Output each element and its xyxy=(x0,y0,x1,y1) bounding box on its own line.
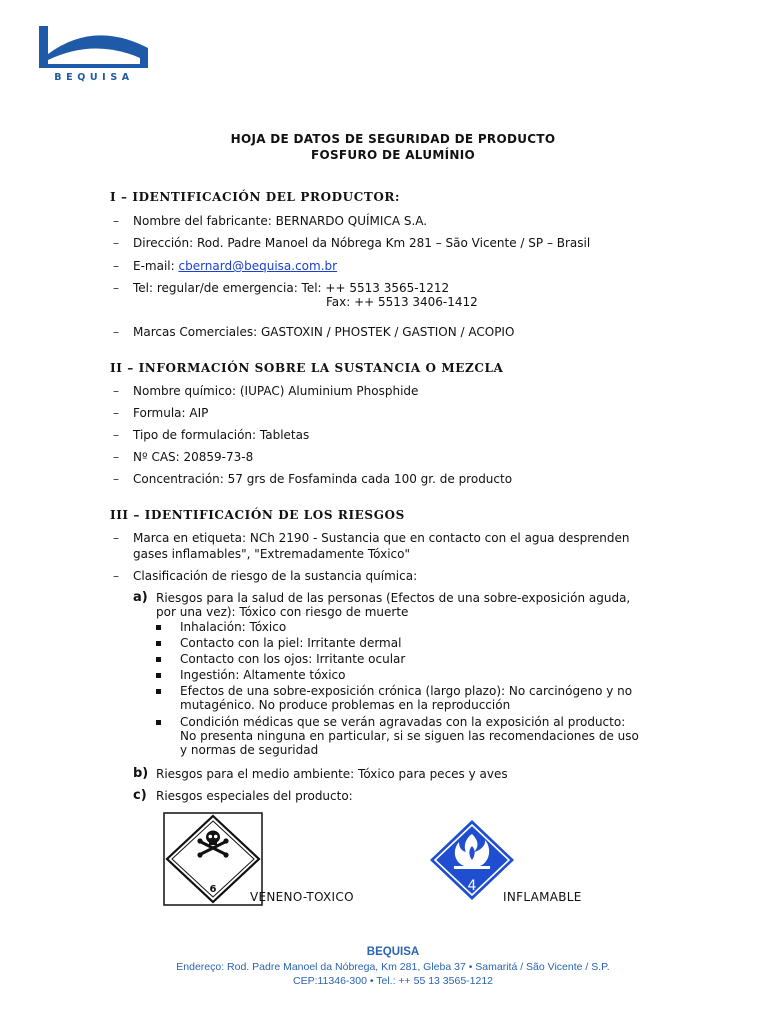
risk-classification: Clasificación de riesgo de la sustancia química: xyxy=(133,569,418,583)
bullet-skin-contact: Contacto con la piel: Irritante dermal xyxy=(180,636,402,650)
email-line xyxy=(133,258,337,274)
trade-brands: Marcas Comerciales: GASTOXIN / PHOSTEK / GASTION / ACOPIO xyxy=(133,325,515,339)
email-link[interactable]: cbernard@bequisa.com.br xyxy=(178,259,338,273)
document-subtitle: FOSFURO DE ALUMÍNIO xyxy=(310,148,475,162)
bullet-medical-line-3: y normas de seguridad xyxy=(180,743,319,757)
fax-line: Fax: ++ 5513 3406-1412 xyxy=(326,295,478,309)
section-2-title: II – INFORMACIÓN SOBRE LA SUSTANCIA O MEZCLA xyxy=(110,361,504,375)
footer-contact: CEP:11346-300 • Tel.: ++ 55 13 3565-1212 xyxy=(292,975,494,987)
logo-mark-icon xyxy=(36,24,152,70)
item-letter-b: b) xyxy=(133,766,149,781)
document-title: HOJA DE DATOS DE SEGURIDAD DE PRODUCTO xyxy=(230,132,556,146)
manufacturer-name: Nombre del fabricante: BERNARDO QUÍMICA S.A. xyxy=(133,214,428,228)
bullet-chronic-line-2: mutagénico. No produce problemas en la reproducción xyxy=(180,698,511,712)
bullet-chronic-line-1: Efectos de una sobre-exposición crónica (largo plazo): No carcinógeno y no xyxy=(180,684,633,698)
email-label: E-mail: xyxy=(133,259,179,273)
list-dash: – xyxy=(113,281,119,295)
toxic-caption: VENENO-TOXICO xyxy=(250,890,354,904)
list-dash: – xyxy=(113,531,119,545)
formulation-type: Tipo de formulación: Tabletas xyxy=(133,428,310,442)
list-dash: – xyxy=(113,384,119,398)
environment-risk: Riesgos para el medio ambiente: Tóxico para peces y aves xyxy=(156,767,508,781)
label-mark-line-1: Marca en etiqueta: NCh 2190 - Sustancia que en contacto con el agua desprenden xyxy=(133,531,630,545)
bullet-icon xyxy=(156,641,161,646)
list-dash: – xyxy=(113,259,119,273)
section-1-title: I – IDENTIFICACIÓN DEL PRODUCTOR: xyxy=(110,190,401,204)
bullet-icon xyxy=(156,720,161,725)
toxic-class-number: 6 xyxy=(209,884,217,895)
bullet-eye-contact: Contacto con los ojos: Irritante ocular xyxy=(180,652,406,666)
list-dash: – xyxy=(113,569,119,583)
list-dash: – xyxy=(113,214,119,228)
chemical-name: Nombre químico: (IUPAC) Aluminium Phosphide xyxy=(133,384,419,398)
bullet-medical-line-1: Condición médicas que se verán agravadas con la exposición al producto: xyxy=(180,715,626,729)
list-dash: – xyxy=(113,472,119,486)
footer-company: BEQUISA xyxy=(366,946,420,958)
section-3-title: III – IDENTIFICACIÓN DE LOS RIESGOS xyxy=(110,508,405,522)
bullet-icon xyxy=(156,657,161,662)
item-letter-c: c) xyxy=(133,788,147,803)
cas-number: Nº CAS: 20859-73-8 xyxy=(133,450,254,464)
list-dash: – xyxy=(113,325,119,339)
bullet-inhalation: Inhalación: Tóxico xyxy=(180,620,287,634)
chemical-formula: Formula: AIP xyxy=(133,406,209,420)
health-risk-line-2: por una vez): Tóxico con riesgo de muerte xyxy=(156,605,409,619)
phone-line: Tel: regular/de emergencia: Tel: ++ 5513 3565-1212 xyxy=(133,281,450,295)
manufacturer-address: Dirección: Rod. Padre Manoel da Nóbrega Km 281 – São Vicente / SP – Brasil xyxy=(133,236,591,250)
list-dash: – xyxy=(113,236,119,250)
bullet-ingestion: Ingestión: Altamente tóxico xyxy=(180,668,346,682)
flammable-caption: INFLAMABLE xyxy=(503,890,582,904)
bullet-icon xyxy=(156,689,161,694)
concentration: Concentración: 57 grs de Fosfaminda cada 100 gr. de producto xyxy=(133,472,513,486)
label-mark-line-2: gases inflamables", "Extremadamente Tóxico" xyxy=(133,547,411,561)
skull-crossbones-icon xyxy=(163,812,263,906)
bullet-icon xyxy=(156,673,161,678)
health-risk-line-1: Riesgos para la salud de las personas (Efectos de una sobre-exposición aguda, xyxy=(156,591,631,605)
bullet-medical-line-2: No presenta ninguna en particular, si se siguen las recomendaciones de uso xyxy=(180,729,639,743)
list-dash: – xyxy=(113,406,119,420)
list-dash: – xyxy=(113,450,119,464)
special-risks: Riesgos especiales del producto: xyxy=(156,789,353,803)
list-dash: – xyxy=(113,428,119,442)
bullet-icon xyxy=(156,625,161,630)
company-logo xyxy=(36,24,152,86)
footer-address: Endereço: Rod. Padre Manoel da Nóbrega, Km 281, Gleba 37 • Samaritá / São Vicente / S.P. xyxy=(176,961,610,973)
item-letter-a: a) xyxy=(133,590,148,605)
logo-wordmark: BEQUISA xyxy=(54,72,134,83)
toxic-hazard-sign xyxy=(163,812,263,910)
flammable-class-number: 4 xyxy=(467,878,477,894)
